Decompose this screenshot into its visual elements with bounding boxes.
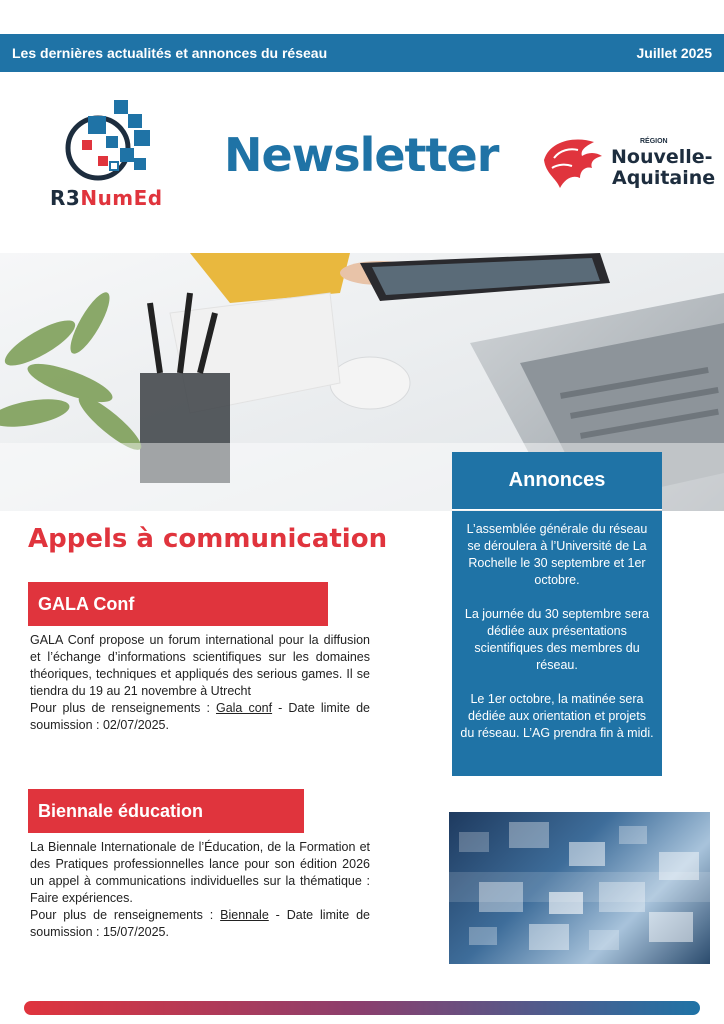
annonce-paragraph: Le 1er octobre, la matinée sera dédiée aux orientation et projets du réseau. L’AG prendra fin à midi.	[460, 692, 654, 740]
header-date: Juillet 2025	[636, 45, 712, 61]
gala-conf-heading: GALA Conf	[28, 582, 328, 626]
biennale-text: La Biennale Internationale de l’Éducation, de la Formation et des Pratiques professionnelles lance pour son édition 2026 un appel à communications individuelles sur la thématique : Faire expériences.	[30, 840, 370, 905]
gala-conf-description	[30, 632, 370, 734]
biennale-info-suffix: - Date limite de soumission : 15/07/2025.	[30, 908, 370, 939]
region-name-line2: Aquitaine	[612, 167, 716, 189]
appels-section-title: Appels à communication	[28, 524, 388, 554]
region-name-line1: Nouvelle-	[611, 146, 713, 168]
biennale-info-prefix: Pour plus de renseignements :	[30, 908, 221, 922]
gala-conf-link[interactable]: Gala conf	[215, 701, 273, 715]
annonce-paragraph: La journée du 30 septembre sera dédiée aux présentations scientifiques des membres du réseau.	[464, 607, 650, 672]
header-tagline: Les dernières actualités et annonces du réseau	[12, 45, 328, 61]
footer-bar	[24, 1001, 700, 1015]
biennale-description	[30, 839, 370, 941]
annonce-paragraph: L’assemblée générale du réseau se déroulera à l’Université de La Rochelle le 30 septembre et 1er octobre.	[466, 522, 648, 587]
r3-prefix: R3	[50, 186, 81, 210]
gala-text: GALA Conf propose un forum international pour la diffusion et l’échange d’informations scientifiques sur les domaines théoriques, techniques et appliqués des serious games. Il se tiendra du 19 au 21 novembre à Utrecht	[30, 633, 370, 698]
biennale-heading: Biennale éducation	[28, 789, 304, 833]
newsletter-title: Newsletter	[224, 128, 499, 182]
header-bar	[0, 34, 724, 72]
gala-info-prefix: Pour plus de renseignements :	[30, 701, 216, 715]
biennale-link[interactable]: Biennale	[220, 908, 269, 922]
annonces-panel	[452, 511, 662, 776]
gala-info-suffix: - Date limite de soumission : 02/07/2025.	[30, 701, 370, 732]
annonces-heading: Annonces	[452, 452, 662, 510]
r3numed-wordmark	[50, 186, 180, 210]
numed-brand: NumEd	[80, 186, 163, 210]
digital-network-photo	[449, 812, 710, 964]
digital-squares-icon	[449, 812, 710, 964]
region-label: RÉGION	[640, 138, 668, 145]
